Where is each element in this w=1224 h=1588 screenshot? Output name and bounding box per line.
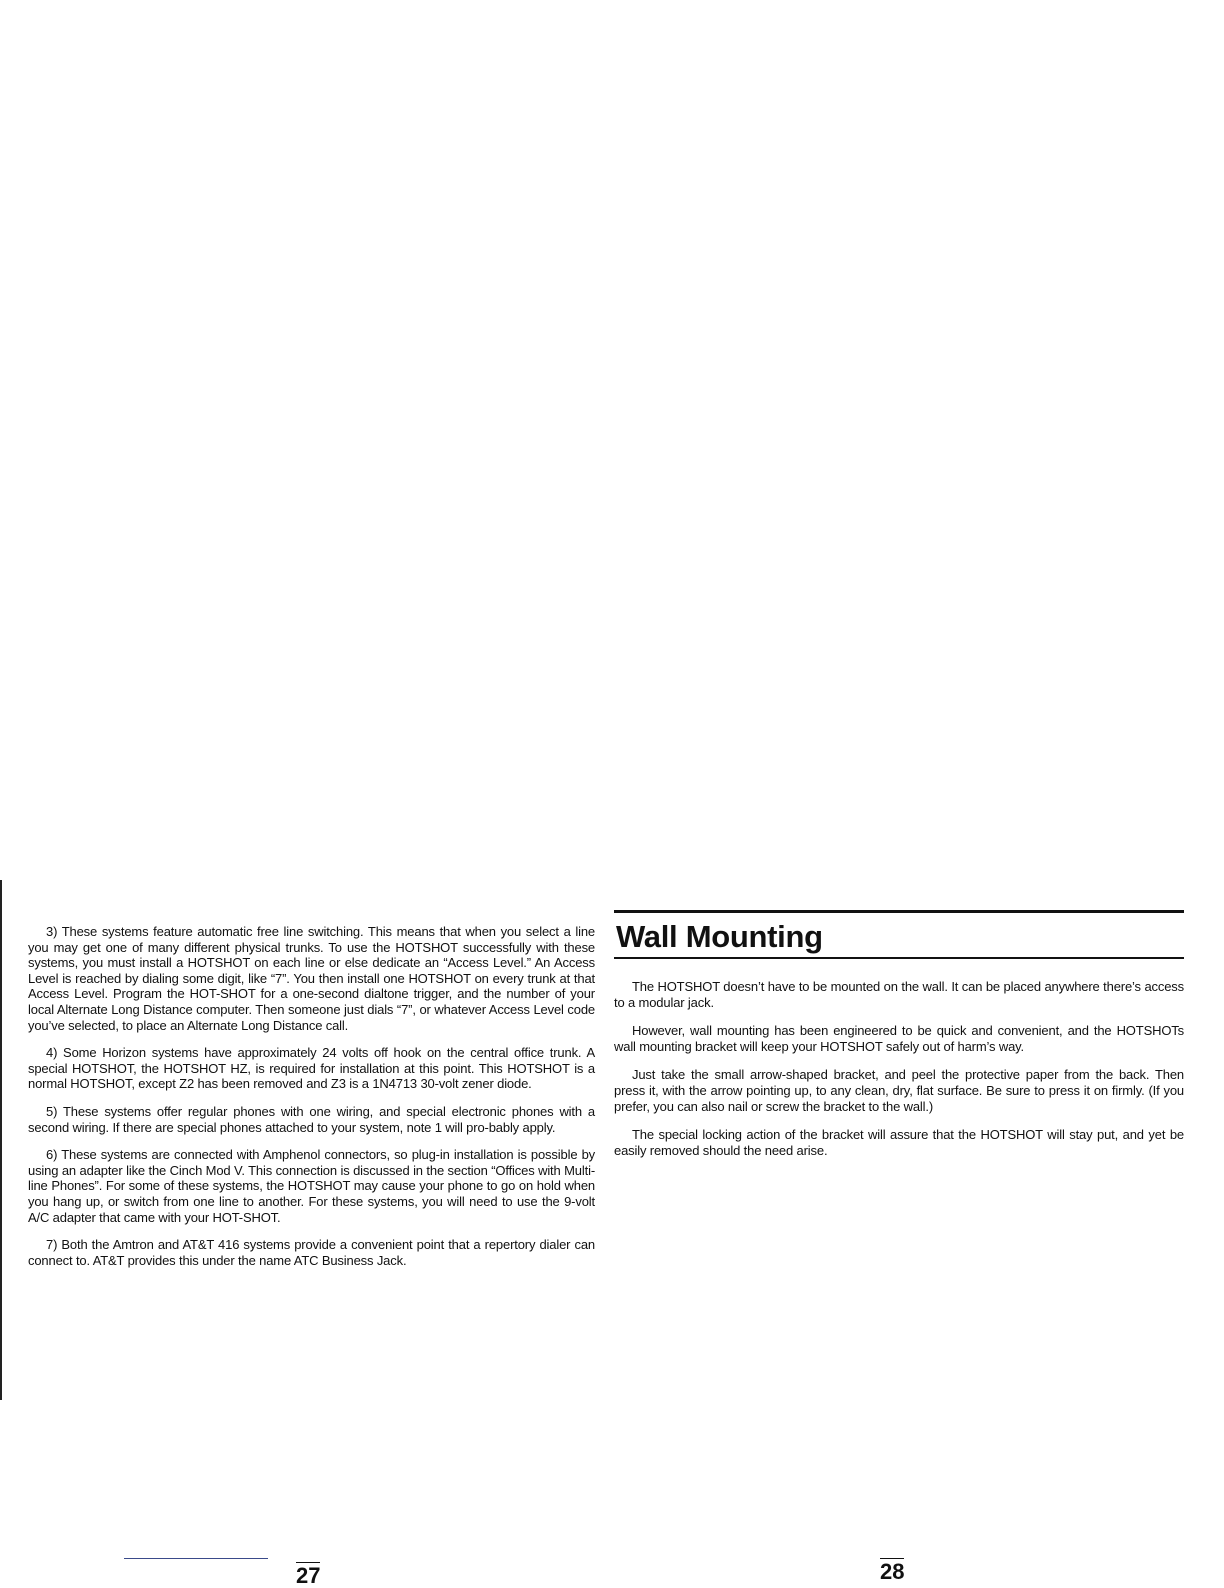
- paragraph-wall-2: [614, 1023, 1184, 1054]
- paragraph-text: Just take the small arrow-shaped bracket, and peel the protective paper from the back. Then press it, with the arrow pointing up, to any clean, dry, flat surface. Be sure to press it on firmly. (If you prefer, you can also nail or screw the bracket to the wall.): [614, 1067, 1184, 1114]
- paragraph-wall-3: [614, 1067, 1184, 1114]
- heading-rule-top: [614, 910, 1184, 913]
- paragraph-note-3: [28, 924, 595, 1033]
- page-number-left: [296, 1562, 320, 1587]
- heading-rule-bottom: [614, 957, 1184, 959]
- paragraph-text: 3) These systems feature automatic free line switching. This means that when you select a line you may get one of many different physical trunks. To use the HOTSHOT successfully with these systems, you must install a HOTSHOT on each line or else dedicate an “Access Level.” An Access Level is reached by dialing some digit, like “7”. You then install one HOTSHOT on every trunk at that Access Level. Program the HOT-SHOT for a one-second dialtone trigger, and the number of your local Alternate Long Distance computer. Then someone just dials “7”, or whatever Access Level code you’ve selected, to place an Alternate Long Distance call.: [28, 924, 595, 1033]
- section-heading: Wall Mounting: [616, 919, 823, 954]
- left-page-column: [28, 924, 595, 1280]
- paragraph-text: The HOTSHOT doesn’t have to be mounted on the wall. It can be placed anywhere there’s access to a modular jack.: [614, 979, 1184, 1010]
- paragraph-note-6: [28, 1147, 595, 1225]
- paragraph-text: 7) Both the Amtron and AT&T 416 systems provide a convenient point that a repertory dialer can connect to. AT&T provides this under the name ATC Business Jack.: [28, 1237, 595, 1268]
- page-number-text: 27: [296, 1563, 321, 1588]
- paragraph-text: However, wall mounting has been engineered to be quick and convenient, and the HOTSHOTs wall mounting bracket will keep your HOTSHOT safely out of harm’s way.: [614, 1023, 1184, 1054]
- right-page-column: [614, 910, 1184, 1171]
- paragraph-text: 4) Some Horizon systems have approximately 24 volts off hook on the central office trunk. A special HOTSHOT, the HOTSHOT HZ, is required for installation at this point. This HOTSHOT is a normal HOTSHOT, except Z2 has been removed and Z3 is a 1N4713 30-volt zener diode.: [28, 1045, 595, 1092]
- paragraph-text: 5) These systems offer regular phones with one wiring, and special electronic phones with a second wiring. If there are special phones attached to your system, note 1 will pro-bably apply.: [28, 1103, 595, 1135]
- paragraph-note-4: [28, 1045, 595, 1092]
- paragraph-wall-4: [614, 1127, 1184, 1158]
- paragraph-wall-1: [614, 979, 1184, 1010]
- paragraph-text: The special locking action of the bracket will assure that the HOTSHOT will stay put, and yet be easily removed should the need arise.: [614, 1127, 1184, 1158]
- paragraph-text: 6) These systems are connected with Amphenol connectors, so plug-in installation is possible by using an adapter like the Cinch Mod V. This connection is discussed in the section “Offices with Multi-line Phones”. For some of these systems, the HOTSHOT may cause your phone to go on hold when you hang up, or switch from one line to another. For these systems, you will need to use the 9-volt A/C adapter that came with your HOT-SHOT.: [28, 1147, 595, 1225]
- paragraph-note-7: [28, 1237, 595, 1268]
- scan-page-edge: [0, 880, 2, 1400]
- page-number-text: 28: [880, 1559, 905, 1584]
- page-number-right: [880, 1558, 904, 1583]
- footer-rule: [124, 1558, 268, 1559]
- paragraph-note-5: [28, 1104, 595, 1135]
